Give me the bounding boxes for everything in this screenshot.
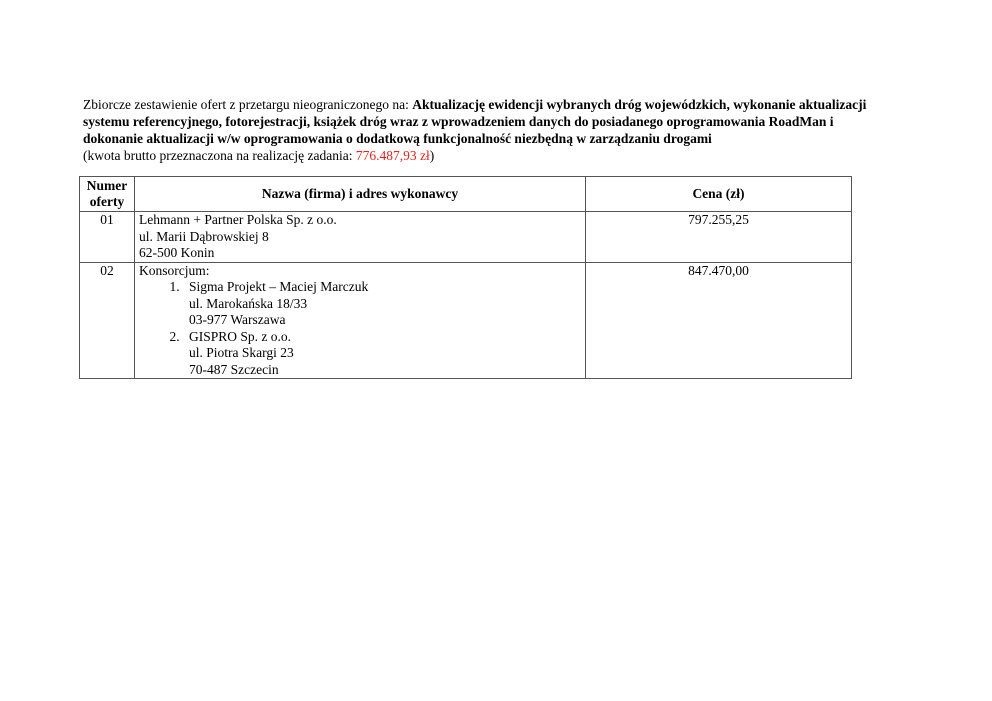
consortium-label: Konsorcjum: — [139, 262, 210, 278]
offer-price: 847.470,00 — [586, 262, 852, 379]
member-street: ul. Piotra Skargi 23 — [189, 345, 294, 360]
contractor-cell — [135, 262, 586, 379]
header-intro: Zbiorcze zestawienie ofert z przetargu nieograniczonego na: — [83, 97, 413, 112]
document-header — [83, 96, 883, 164]
consortium-members-list — [139, 279, 581, 378]
tender-subject: Aktualizację ewidencji wybranych dróg wojewódzkich, wykonanie aktualizacji systemu referencyjnego, fotorejestracji, książek dróg wraz z wprowadzeniem danych do posiadanego oprogramowania RoadMan i dokonanie aktualizacji w/w oprogramowania o dodatkową funkcjonalność niezbędną w zarządzaniu drogami — [83, 97, 867, 146]
offer-number: 02 — [80, 262, 135, 379]
header-price: Cena (zł) — [586, 177, 852, 212]
table-header-row — [80, 177, 852, 212]
member-city: 03-977 Warszawa — [189, 312, 286, 327]
offer-number: 01 — [80, 212, 135, 263]
consortium-member — [183, 279, 581, 329]
contractor-name: Lehmann + Partner Polska Sp. z o.o. — [139, 212, 337, 227]
budget-prefix: (kwota brutto przeznaczona na realizację zadania: — [83, 148, 356, 163]
member-name: 1. Sigma Projekt – Maciej Marczuk — [189, 279, 369, 294]
table-row — [80, 212, 852, 263]
budget-amount: 776.487,93 zł — [355, 148, 430, 163]
header-offer-number: Numer oferty — [80, 177, 135, 212]
consortium-member — [183, 329, 581, 379]
contractor-city: 62-500 Konin — [139, 245, 215, 260]
member-city: 70-487 Szczecin — [189, 361, 279, 377]
member-street: ul. Marokańska 18/33 — [189, 295, 308, 311]
table-row — [80, 262, 852, 379]
contractor-cell — [135, 212, 586, 263]
contractor-street: ul. Marii Dąbrowskiej 8 — [139, 228, 269, 244]
offer-price: 797.255,25 — [586, 212, 852, 263]
member-name: 2. GISPRO Sp. z o.o. — [189, 328, 292, 344]
offers-table — [79, 176, 852, 379]
header-contractor-name: Nazwa (firma) i adres wykonawcy — [135, 177, 586, 212]
budget-suffix: ) — [429, 148, 435, 163]
